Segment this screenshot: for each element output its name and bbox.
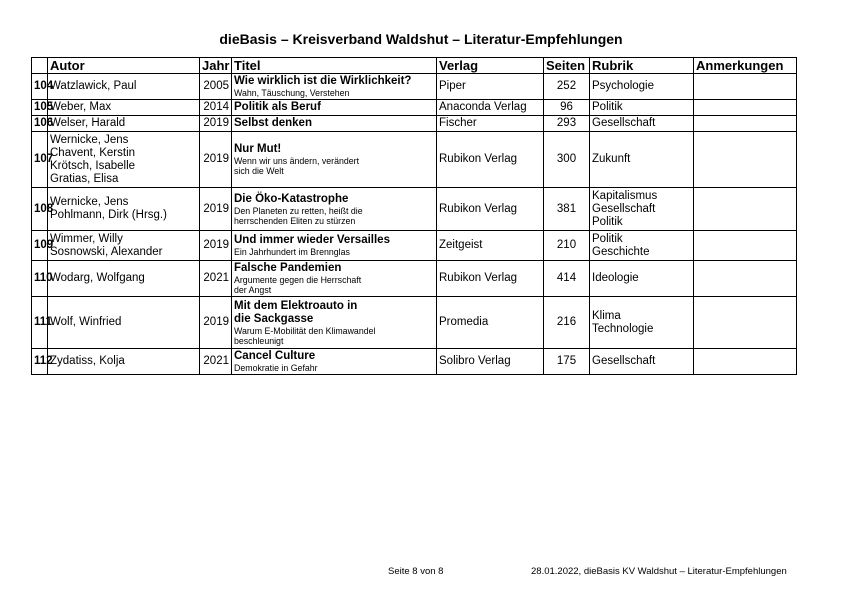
author-cell (48, 349, 200, 375)
category-cell (590, 132, 694, 188)
title-cell (232, 132, 437, 188)
notes-cell (694, 231, 797, 261)
author-name: Wodarg, Wolfgang (50, 272, 145, 284)
pages-cell: 252 (544, 74, 590, 100)
book-title: Und immer wieder Versailles (234, 234, 390, 246)
category-label: Gesellschaft (592, 117, 656, 129)
notes-cell (694, 132, 797, 188)
publisher-cell: Rubikon Verlag (437, 188, 544, 231)
category-label: Kapitalismus (592, 189, 658, 202)
table-row (32, 297, 797, 349)
category-label: Ideologie (592, 272, 639, 284)
header-publisher: Verlag (437, 58, 544, 74)
book-title: Mit dem Elektroauto in (234, 299, 358, 312)
book-subtitle: Argumente gegen die Herrschaft (234, 275, 362, 285)
title-cell (232, 349, 437, 375)
header-category: Rubrik (590, 58, 694, 74)
category-cell (590, 116, 694, 132)
category-label: Psychologie (592, 80, 655, 92)
pages-cell: 96 (544, 100, 590, 116)
author-cell (48, 116, 200, 132)
category-label: Geschichte (592, 245, 650, 258)
title-cell (232, 297, 437, 349)
year-cell: 2021 (200, 261, 232, 297)
category-label: Politik (592, 101, 623, 113)
author-name: Wernicke, Jens (50, 133, 129, 146)
row-number: 112 (32, 349, 48, 375)
row-number: 107 (32, 132, 48, 188)
row-number: 105 (32, 100, 48, 116)
book-subtitle: herrschenden Eliten zu stürzen (234, 215, 356, 226)
category-cell (590, 261, 694, 297)
book-title: Falsche Pandemien (234, 262, 342, 274)
book-subtitle: der Angst (234, 285, 272, 295)
book-subtitle: Den Planeten zu retten, heißt die (234, 205, 363, 216)
title-cell (232, 74, 437, 100)
header-pages: Seiten (544, 58, 590, 74)
author-name: Wimmer, Willy (50, 232, 123, 245)
row-number: 108 (32, 188, 48, 231)
book-subtitle: Ein Jahrhundert im Brennglas (234, 247, 350, 257)
category-cell (590, 231, 694, 261)
notes-cell (694, 100, 797, 116)
title-cell (232, 231, 437, 261)
notes-cell (694, 74, 797, 100)
notes-cell (694, 261, 797, 297)
document-title: dieBasis – Kreisverband Waldshut – Literatur-Empfehlungen (219, 31, 623, 47)
header-author: Autor (48, 58, 200, 74)
author-name: Krötsch, Isabelle (50, 159, 136, 172)
publisher-cell: Piper (437, 74, 544, 100)
book-subtitle: Wahn, Täuschung, Verstehen (234, 88, 350, 98)
author-name: Watzlawick, Paul (50, 80, 137, 92)
notes-cell (694, 349, 797, 375)
table-body (32, 74, 797, 375)
book-title: Selbst denken (234, 117, 312, 129)
author-name: Wernicke, Jens (50, 196, 129, 208)
author-cell (48, 261, 200, 297)
author-cell (48, 100, 200, 116)
publisher-cell: Rubikon Verlag (437, 261, 544, 297)
author-name: Wolf, Winfried (50, 316, 122, 328)
notes-cell (694, 116, 797, 132)
author-cell (48, 231, 200, 261)
category-cell (590, 74, 694, 100)
publisher-cell: Fischer (437, 116, 544, 132)
table-row (32, 349, 797, 375)
notes-cell (694, 297, 797, 349)
book-title: Nur Mut! (234, 143, 282, 155)
publisher-cell: Anaconda Verlag (437, 100, 544, 116)
row-number: 109 (32, 231, 48, 261)
category-label: Klima (592, 309, 621, 322)
author-name: Chavent, Kerstin (50, 146, 136, 159)
table-row (32, 132, 797, 188)
title-cell (232, 100, 437, 116)
category-cell (590, 349, 694, 375)
pages-cell: 300 (544, 132, 590, 188)
header-notes: Anmerkungen (694, 58, 797, 74)
year-cell: 2019 (200, 116, 232, 132)
footer-date-title: 28.01.2022, dieBasis KV Waldshut – Literatur-Empfehlungen (531, 566, 787, 577)
year-cell: 2005 (200, 74, 232, 100)
year-cell: 2019 (200, 188, 232, 231)
title-cell (232, 261, 437, 297)
table-row (32, 100, 797, 116)
book-subtitle: Demokratie in Gefahr (234, 363, 318, 373)
book-title: Wie wirklich ist die Wirklichkeit? (234, 75, 412, 87)
pages-cell: 210 (544, 231, 590, 261)
table-row (32, 116, 797, 132)
title-cell (232, 188, 437, 231)
literature-table (31, 57, 797, 375)
category-label: Politik (592, 232, 623, 245)
publisher-cell: Solibro Verlag (437, 349, 544, 375)
author-name: Welser, Harald (50, 117, 126, 129)
author-cell (48, 297, 200, 349)
year-cell: 2019 (200, 231, 232, 261)
author-name: Gratias, Elisa (50, 172, 119, 185)
table-row (32, 261, 797, 297)
author-name: Pohlmann, Dirk (Hrsg.) (50, 209, 167, 221)
row-number: 111 (32, 297, 48, 349)
publisher-cell: Zeitgeist (437, 231, 544, 261)
publisher-cell: Promedia (437, 297, 544, 349)
book-title: Politik als Beruf (234, 101, 321, 113)
category-label: Gesellschaft (592, 202, 656, 215)
book-title: Die Öko-Katastrophe (234, 192, 349, 205)
category-cell (590, 100, 694, 116)
footer-page-number: Seite 8 von 8 (388, 566, 444, 577)
book-subtitle: sich die Welt (234, 166, 284, 176)
pages-cell: 381 (544, 188, 590, 231)
category-cell (590, 188, 694, 231)
book-title: Cancel Culture (234, 350, 316, 362)
pages-cell: 175 (544, 349, 590, 375)
notes-cell (694, 188, 797, 231)
year-cell: 2019 (200, 297, 232, 349)
row-number: 106 (32, 116, 48, 132)
book-title: die Sackgasse (234, 312, 314, 325)
year-cell: 2019 (200, 132, 232, 188)
author-name: Weber, Max (50, 101, 112, 113)
table-row (32, 231, 797, 261)
author-name: Sosnowski, Alexander (50, 245, 163, 258)
year-cell: 2021 (200, 349, 232, 375)
book-subtitle: Warum E-Mobilität den Klimawandel (234, 325, 376, 336)
book-subtitle: beschleunigt (234, 335, 284, 346)
table-row (32, 188, 797, 231)
category-cell (590, 297, 694, 349)
author-cell (48, 132, 200, 188)
author-name: Zydatiss, Kolja (50, 355, 125, 367)
header-year: Jahr (200, 58, 232, 74)
publisher-cell: Rubikon Verlag (437, 132, 544, 188)
author-cell (48, 74, 200, 100)
pages-cell: 414 (544, 261, 590, 297)
header-title: Titel (232, 58, 437, 74)
table-header-row (32, 58, 797, 74)
pages-cell: 293 (544, 116, 590, 132)
category-label: Gesellschaft (592, 355, 656, 367)
table-row (32, 74, 797, 100)
header-nr (32, 58, 48, 74)
category-label: Zukunft (592, 153, 631, 165)
title-cell (232, 116, 437, 132)
category-label: Politik (592, 215, 623, 228)
pages-cell: 216 (544, 297, 590, 349)
row-number: 110 (32, 261, 48, 297)
author-cell (48, 188, 200, 231)
year-cell: 2014 (200, 100, 232, 116)
category-label: Technologie (592, 322, 654, 335)
book-subtitle: Wenn wir uns ändern, verändert (234, 156, 360, 166)
row-number: 104 (32, 74, 48, 100)
